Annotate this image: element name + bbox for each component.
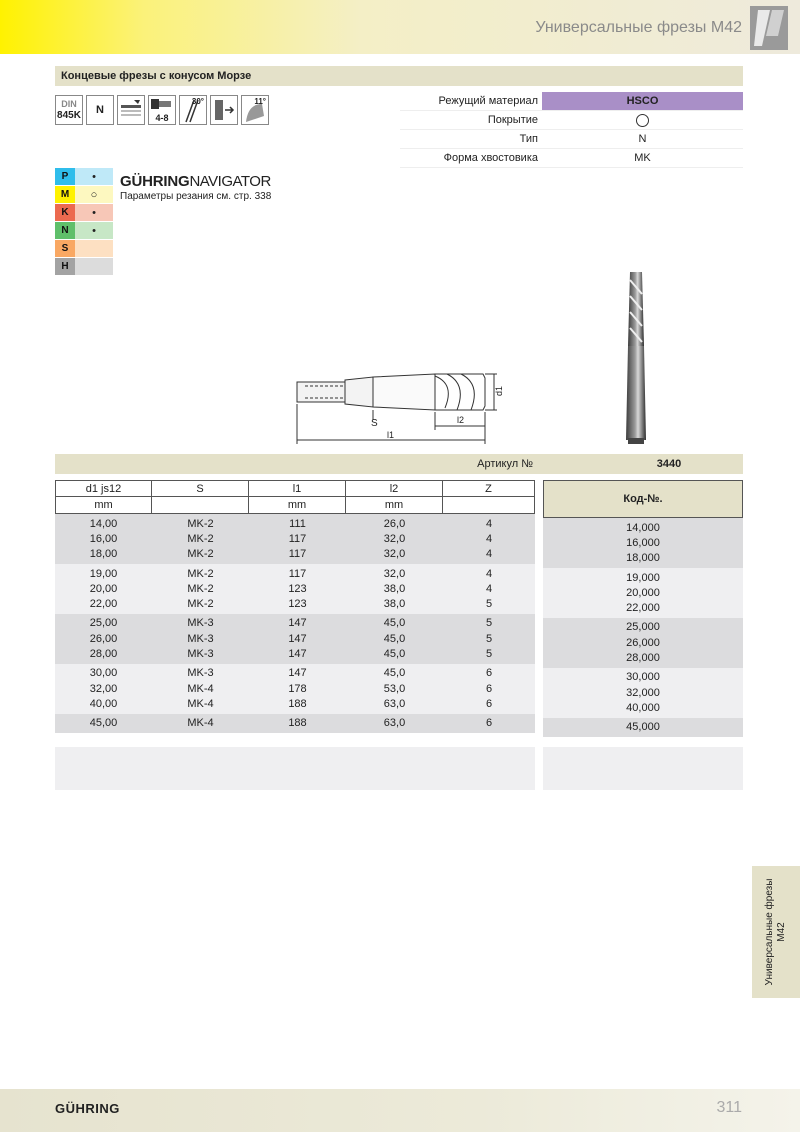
property-key: Покрытие bbox=[487, 114, 538, 126]
cell-d1: 25,00 bbox=[89, 617, 118, 630]
material-key: K bbox=[55, 204, 75, 221]
tool-photo bbox=[612, 270, 660, 450]
drawing-l1-label: l1 bbox=[387, 430, 395, 440]
code-table bbox=[543, 480, 743, 737]
shank-form-value: MK bbox=[634, 152, 651, 164]
cell-l2: 32,0 bbox=[383, 548, 406, 561]
cell-l2: 38,0 bbox=[383, 598, 406, 611]
table-row bbox=[55, 516, 535, 531]
cell-z: 4 bbox=[485, 517, 493, 530]
side-tab-label: Универсальные фрезы M42 bbox=[764, 878, 787, 986]
cell-d1: 22,00 bbox=[89, 598, 118, 611]
cell-d1: 16,00 bbox=[89, 532, 118, 545]
cell-l1: 117 bbox=[288, 567, 307, 580]
code-row bbox=[543, 650, 743, 665]
material-suitability: • bbox=[75, 204, 113, 221]
cell-l2: 32,0 bbox=[383, 532, 406, 545]
navigator-text: Параметры резания см. стр. 338 bbox=[120, 191, 272, 202]
property-key: Форма хвостовика bbox=[443, 152, 538, 164]
cell-code: 28,000 bbox=[626, 652, 660, 665]
cell-d1: 32,00 bbox=[89, 682, 118, 695]
tolerance-icon bbox=[117, 95, 145, 125]
material-suitability bbox=[75, 258, 113, 275]
table-row bbox=[55, 566, 535, 581]
footer bbox=[0, 1089, 800, 1132]
cell-z: 4 bbox=[485, 582, 493, 595]
cell-d1: 30,00 bbox=[89, 667, 118, 680]
code-row bbox=[543, 520, 743, 535]
unit-l1: mm bbox=[249, 497, 346, 514]
type-value: N bbox=[638, 133, 647, 145]
cell-s: MK-2 bbox=[187, 567, 214, 580]
cell-l1: 178 bbox=[288, 682, 307, 695]
property-row bbox=[400, 92, 743, 111]
code-row bbox=[543, 720, 743, 735]
dimension-table bbox=[55, 480, 535, 733]
cell-l1: 147 bbox=[288, 617, 307, 630]
cutting-direction-icon bbox=[210, 95, 238, 125]
material-row-p bbox=[55, 168, 113, 186]
navigator-logo: GÜHRINGNAVIGATOR bbox=[120, 173, 271, 190]
cell-l2: 32,0 bbox=[383, 567, 406, 580]
cell-z: 4 bbox=[485, 548, 493, 561]
material-suitability-table bbox=[55, 168, 113, 276]
table-row bbox=[55, 596, 535, 611]
material-row-s bbox=[55, 240, 113, 258]
material-suitability bbox=[75, 240, 113, 257]
cell-s: MK-3 bbox=[187, 617, 214, 630]
cell-s: MK-3 bbox=[187, 648, 214, 661]
helix-angle-30-icon: 30° bbox=[179, 95, 207, 125]
cell-l2: 63,0 bbox=[383, 717, 406, 730]
cell-z: 5 bbox=[485, 617, 493, 630]
navigator-block bbox=[120, 173, 271, 202]
cutting-material-value: HSCO bbox=[542, 92, 743, 110]
material-key: H bbox=[55, 258, 75, 275]
property-key: Режущий материал bbox=[438, 95, 538, 107]
cell-code: 14,000 bbox=[626, 521, 660, 534]
table-unit-row bbox=[55, 497, 535, 514]
table-row bbox=[55, 716, 535, 731]
header-l2: l2 bbox=[346, 480, 443, 497]
code-row bbox=[543, 700, 743, 715]
code-row-group bbox=[543, 668, 743, 718]
cell-z: 5 bbox=[485, 632, 493, 645]
header-title: Универсальные фрезы M42 bbox=[535, 19, 742, 36]
cell-z: 6 bbox=[485, 682, 493, 695]
property-key: Тип bbox=[519, 133, 538, 145]
type-n-icon: N bbox=[86, 95, 114, 125]
code-row bbox=[543, 570, 743, 585]
cell-code: 45,000 bbox=[626, 721, 660, 734]
table-row bbox=[55, 616, 535, 631]
cell-z: 4 bbox=[485, 532, 493, 545]
table-row-group bbox=[55, 614, 535, 664]
cell-z: 5 bbox=[485, 598, 493, 611]
code-body bbox=[543, 518, 743, 737]
cell-code: 30,000 bbox=[626, 671, 660, 684]
cell-l2: 38,0 bbox=[383, 582, 406, 595]
header-d1: d1 js12 bbox=[55, 480, 152, 497]
material-key: S bbox=[55, 240, 75, 257]
cell-d1: 14,00 bbox=[89, 517, 118, 530]
cell-s: MK-2 bbox=[187, 532, 214, 545]
property-row bbox=[400, 130, 743, 149]
code-header: Код-№. bbox=[543, 480, 743, 518]
article-bar bbox=[55, 454, 743, 474]
cell-s: MK-2 bbox=[187, 598, 214, 611]
cell-l1: 123 bbox=[288, 598, 307, 611]
cell-l2: 45,0 bbox=[383, 648, 406, 661]
code-row bbox=[543, 685, 743, 700]
coating-value bbox=[542, 111, 743, 129]
table-row bbox=[55, 547, 535, 562]
cell-l2: 45,0 bbox=[383, 632, 406, 645]
cell-l1: 188 bbox=[288, 697, 307, 710]
cell-l1: 123 bbox=[288, 582, 307, 595]
material-row-h bbox=[55, 258, 113, 276]
spec-icon-row bbox=[55, 95, 269, 125]
cell-s: MK-4 bbox=[187, 682, 214, 695]
code-row bbox=[543, 600, 743, 615]
cell-s: MK-2 bbox=[187, 517, 214, 530]
table-row bbox=[55, 631, 535, 646]
side-tab bbox=[752, 866, 800, 998]
table-row bbox=[55, 666, 535, 681]
cell-d1: 40,00 bbox=[89, 697, 118, 710]
code-row-group bbox=[543, 618, 743, 668]
material-key: M bbox=[55, 186, 75, 203]
table-header-row bbox=[55, 480, 535, 497]
cell-z: 6 bbox=[485, 697, 493, 710]
guhring-logo-icon bbox=[750, 6, 788, 50]
table-row-group bbox=[55, 564, 535, 614]
material-row-n bbox=[55, 222, 113, 240]
property-row bbox=[400, 149, 743, 168]
cell-d1: 28,00 bbox=[89, 648, 118, 661]
cell-d1: 26,00 bbox=[89, 632, 118, 645]
code-row bbox=[543, 670, 743, 685]
cell-s: MK-4 bbox=[187, 697, 214, 710]
cell-l1: 111 bbox=[289, 517, 306, 530]
cell-l1: 188 bbox=[288, 717, 307, 730]
code-row bbox=[543, 585, 743, 600]
cell-l1: 147 bbox=[288, 632, 307, 645]
cell-l1: 147 bbox=[288, 667, 307, 680]
cell-l1: 117 bbox=[288, 548, 307, 561]
cell-code: 40,000 bbox=[626, 701, 660, 714]
cell-code: 25,000 bbox=[626, 621, 660, 634]
cell-l2: 26,0 bbox=[383, 517, 406, 530]
cell-l1: 147 bbox=[288, 648, 307, 661]
section-title: Концевые фрезы с конусом Морзе bbox=[55, 66, 743, 86]
cell-d1: 18,00 bbox=[89, 548, 118, 561]
cell-s: MK-2 bbox=[187, 582, 214, 595]
cell-z: 5 bbox=[485, 648, 493, 661]
cell-l1: 117 bbox=[288, 532, 307, 545]
cell-z: 6 bbox=[485, 667, 493, 680]
cell-d1: 19,00 bbox=[89, 567, 118, 580]
table-row-group bbox=[55, 664, 535, 714]
drawing-s-label: S bbox=[371, 418, 378, 429]
cell-l2: 45,0 bbox=[383, 617, 406, 630]
cell-code: 16,000 bbox=[626, 536, 660, 549]
material-suitability: • bbox=[75, 168, 113, 185]
material-key: P bbox=[55, 168, 75, 185]
code-row bbox=[543, 635, 743, 650]
code-row-group bbox=[543, 568, 743, 618]
cell-z: 4 bbox=[485, 567, 493, 580]
code-row-group bbox=[543, 718, 743, 737]
cell-d1: 20,00 bbox=[89, 582, 118, 595]
cell-l2: 45,0 bbox=[383, 667, 406, 680]
rake-angle-11-icon: 11° bbox=[241, 95, 269, 125]
table-body bbox=[55, 514, 535, 733]
cell-z: 6 bbox=[485, 717, 493, 730]
unit-l2: mm bbox=[346, 497, 443, 514]
drawing-d1-label: d1 bbox=[494, 385, 504, 396]
unit-d1: mm bbox=[55, 497, 152, 514]
table-row-group bbox=[55, 714, 535, 733]
header-z: Z bbox=[443, 480, 535, 497]
table-row bbox=[55, 531, 535, 546]
cell-d1: 45,00 bbox=[89, 717, 118, 730]
code-row bbox=[543, 620, 743, 635]
unit-z bbox=[443, 497, 535, 514]
header-l1: l1 bbox=[249, 480, 346, 497]
cell-s: MK-4 bbox=[187, 717, 214, 730]
article-label: Артикул № bbox=[477, 458, 533, 470]
table-row bbox=[55, 581, 535, 596]
cell-code: 18,000 bbox=[626, 552, 660, 565]
material-row-m bbox=[55, 186, 113, 204]
tool-drawing bbox=[285, 360, 515, 450]
cell-code: 32,000 bbox=[626, 686, 660, 699]
table-row bbox=[55, 696, 535, 711]
cell-code: 26,000 bbox=[626, 636, 660, 649]
table-row-group bbox=[55, 514, 535, 564]
unit-s bbox=[152, 497, 249, 514]
table-row bbox=[55, 681, 535, 696]
empty-code-block bbox=[543, 747, 743, 790]
footer-logo: GÜHRING bbox=[55, 1101, 120, 1116]
article-code: 3440 bbox=[656, 458, 682, 470]
material-row-k bbox=[55, 204, 113, 222]
cell-s: MK-3 bbox=[187, 632, 214, 645]
cell-l2: 63,0 bbox=[383, 697, 406, 710]
flutes-icon: 4-8 bbox=[148, 95, 176, 125]
header-banner bbox=[0, 0, 800, 54]
empty-row-block bbox=[55, 747, 535, 790]
code-row bbox=[543, 535, 743, 550]
cell-code: 19,000 bbox=[626, 571, 660, 584]
property-row bbox=[400, 111, 743, 130]
properties-table bbox=[400, 92, 743, 168]
uncoated-circle-icon bbox=[636, 114, 649, 127]
page-number: 311 bbox=[716, 1099, 742, 1116]
code-row-group bbox=[543, 518, 743, 568]
cell-s: MK-2 bbox=[187, 548, 214, 561]
cell-code: 22,000 bbox=[626, 602, 660, 615]
cell-code: 20,000 bbox=[626, 586, 660, 599]
material-key: N bbox=[55, 222, 75, 239]
header-s: S bbox=[152, 480, 249, 497]
drawing-l2-label: l2 bbox=[457, 415, 465, 425]
material-suitability: • bbox=[75, 222, 113, 239]
cell-s: MK-3 bbox=[187, 667, 214, 680]
din-standard-icon: DIN 845K bbox=[55, 95, 83, 125]
table-row bbox=[55, 646, 535, 661]
cell-l2: 53,0 bbox=[383, 682, 406, 695]
code-row bbox=[543, 551, 743, 566]
material-suitability: ○ bbox=[75, 186, 113, 203]
